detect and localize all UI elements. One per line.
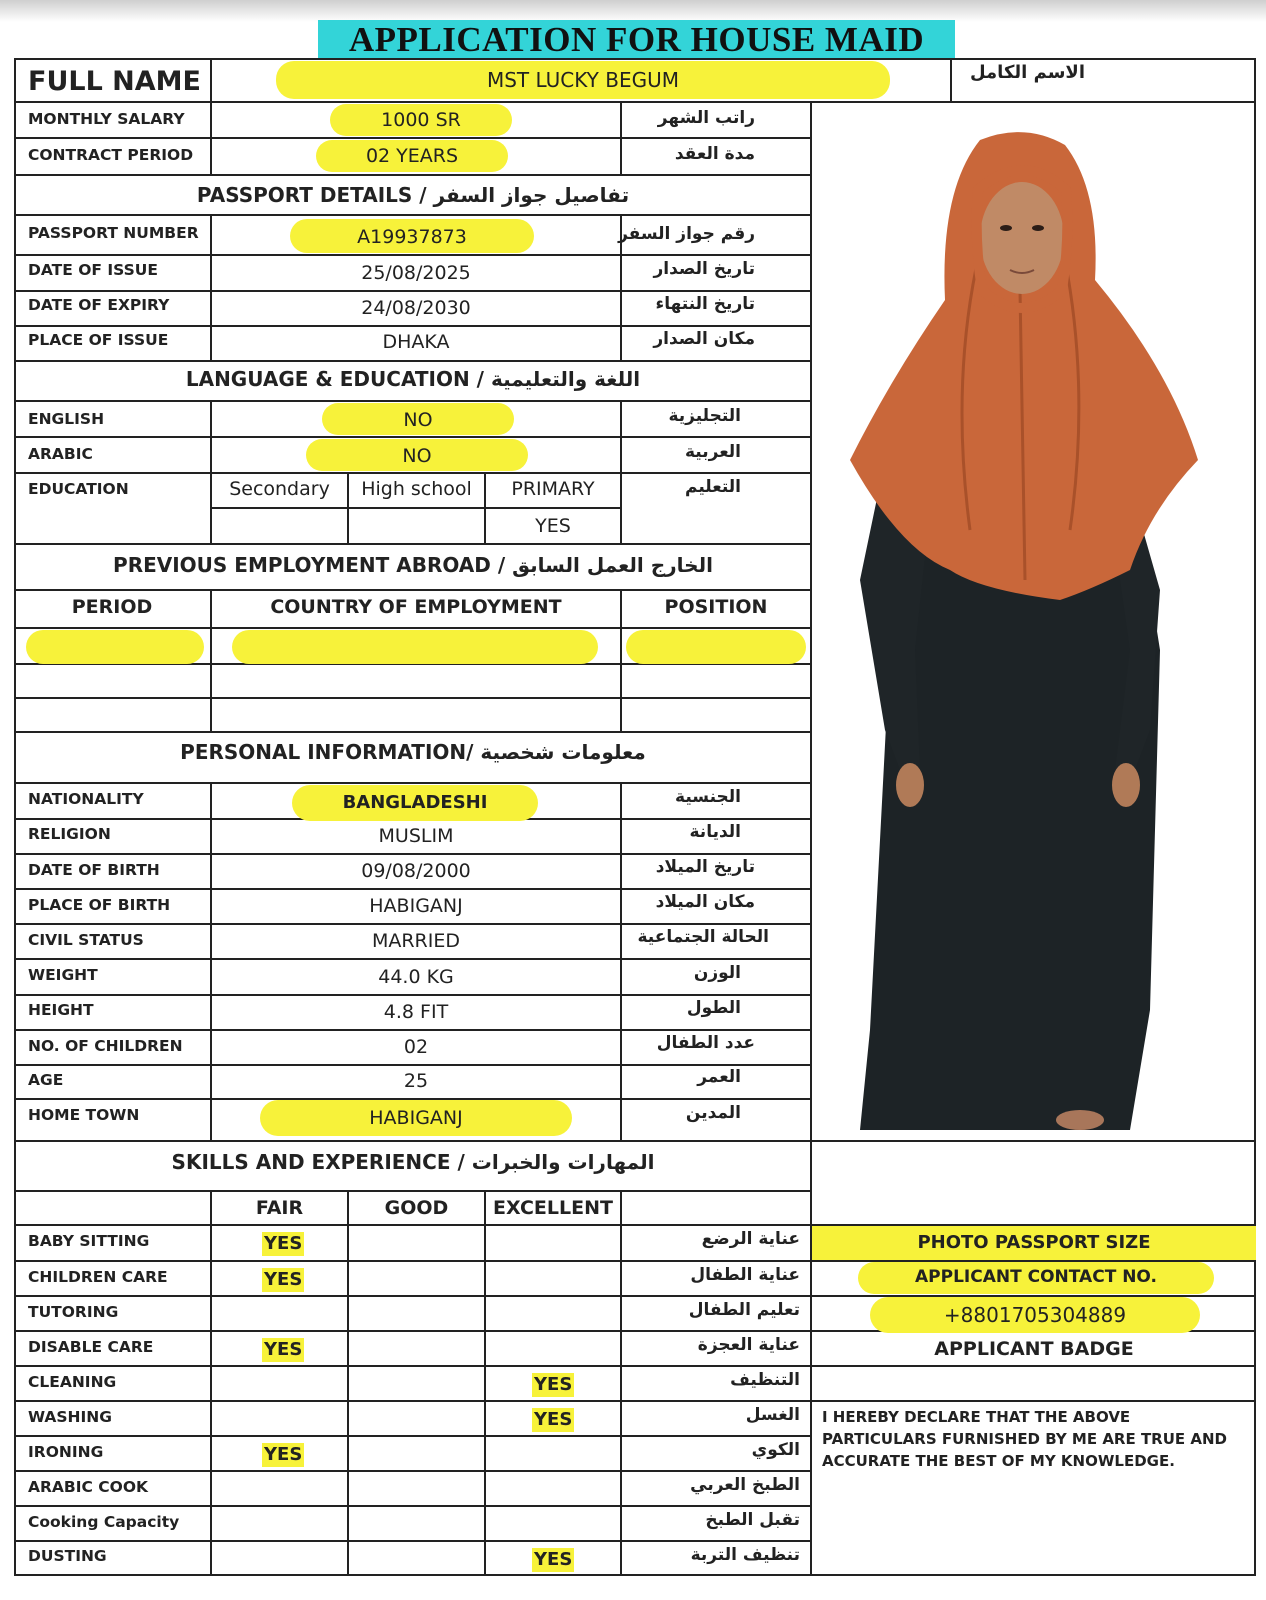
skill-arabic: عناية الرضع (701, 1229, 800, 1249)
skill-label: IRONING (28, 1443, 104, 1461)
age-label: AGE (28, 1071, 64, 1089)
country-highlight (232, 630, 598, 664)
table-rule (14, 1029, 812, 1031)
height-arabic: الطول (686, 998, 741, 1018)
age-arabic: العمر (697, 1067, 741, 1087)
monthly-salary-value: 1000 SR (381, 109, 461, 131)
table-rule (14, 1190, 812, 1192)
table-rule (14, 1064, 812, 1066)
children-value: 02 (403, 1036, 429, 1058)
skill-label: DISABLE CARE (28, 1338, 154, 1356)
table-rule (14, 1435, 812, 1437)
applicant-photo (830, 130, 1230, 1135)
home-town-value: HABIGANJ (369, 1107, 463, 1129)
table-rule (14, 994, 812, 996)
english-value: NO (403, 409, 433, 431)
date-of-expiry-arabic: تاريخ النتهاء (655, 294, 755, 314)
table-rule (14, 325, 812, 327)
table-rule (14, 1505, 812, 1507)
place-of-issue-label: PLACE OF ISSUE (28, 331, 169, 349)
weight-value: 44.0 KG (378, 966, 454, 988)
contract-period-label: CONTRACT PERIOD (28, 146, 194, 164)
height-value: 4.8 FIT (383, 1001, 449, 1023)
monthly-salary-arabic: راتب الشهر (657, 108, 755, 128)
passport-number-value: A19937873 (357, 226, 467, 248)
employment-period-header: PERIOD (71, 596, 153, 618)
skill-label: ARABIC COOK (28, 1478, 149, 1496)
skill-arabic: تقبل الطبخ (705, 1510, 800, 1530)
date-of-issue-arabic: تاريخ الصدار (653, 259, 755, 279)
skill-excellent-value: YES (534, 1374, 573, 1395)
table-rule (14, 101, 1256, 103)
nationality-arabic: الجنسية (675, 787, 741, 807)
contract-period-value: 02 YEARS (365, 145, 459, 167)
religion-value: MUSLIM (378, 825, 454, 847)
place-of-birth-arabic: مكان الميلاد (655, 892, 755, 912)
employment-position-header: POSITION (664, 596, 768, 618)
date-of-issue-label: DATE OF ISSUE (28, 261, 158, 279)
table-rule (14, 731, 812, 733)
weight-arabic: الوزن (693, 963, 741, 983)
table-rule (14, 697, 812, 699)
table-rule (14, 1140, 1256, 1142)
skill-arabic: عناية الطفال (690, 1265, 800, 1285)
skill-fair-value: YES (264, 1233, 303, 1254)
full-name-arabic: الاسم الكامل (969, 62, 1085, 83)
table-rule (14, 543, 812, 545)
date-of-expiry-value: 24/08/2030 (361, 297, 471, 319)
skill-label: Cooking Capacity (28, 1513, 180, 1531)
table-rule (620, 782, 622, 1140)
skill-label: CHILDREN CARE (28, 1268, 168, 1286)
monthly-salary-label: MONTHLY SALARY (28, 110, 185, 128)
english-label: ENGLISH (28, 410, 105, 428)
home-town-label: HOME TOWN (28, 1106, 140, 1124)
skill-label: CLEANING (28, 1373, 117, 1391)
table-rule (210, 1190, 212, 1576)
contact-number: +8801705304889 (943, 1303, 1127, 1327)
children-arabic: عدد الطفال (656, 1033, 755, 1053)
skill-arabic: تنظيف التربة (690, 1545, 800, 1565)
place-of-issue-arabic: مكان الصدار (653, 329, 755, 349)
nationality-value: BANGLADESHI (342, 792, 488, 813)
table-rule (14, 1365, 1256, 1367)
skills-heading: SKILLS AND EXPERIENCE / المهارات والخبرات (171, 1150, 655, 1174)
weight-label: WEIGHT (28, 966, 98, 984)
education-arabic: التعليم (685, 477, 741, 497)
place-of-issue-value: DHAKA (382, 331, 450, 353)
table-rule (347, 1190, 349, 1576)
contact-label: APPLICANT CONTACT NO. (915, 1267, 1157, 1287)
skill-fair-value: YES (264, 1339, 303, 1360)
date-of-birth-value: 09/08/2000 (361, 860, 471, 882)
form-title: APPLICATION FOR HOUSE MAID (318, 20, 955, 58)
education-high-school: High school (361, 478, 472, 500)
religion-arabic: الديانة (689, 822, 741, 842)
skill-arabic: عناية العجزة (697, 1335, 800, 1355)
education-secondary: Secondary (229, 478, 330, 500)
place-of-birth-value: HABIGANJ (369, 895, 463, 917)
scan-shadow (0, 0, 1266, 22)
applicant-badge: APPLICANT BADGE (934, 1338, 1134, 1360)
table-rule (14, 436, 812, 438)
table-rule (14, 589, 812, 591)
employment-country-header: COUNTRY OF EMPLOYMENT (270, 596, 562, 618)
contract-period-arabic: مدة العقد (674, 144, 755, 164)
table-rule (950, 58, 952, 102)
arabic-arabic: العربية (684, 442, 741, 462)
civil-status-value: MARRIED (371, 930, 461, 952)
skills-fair-header: FAIR (255, 1197, 304, 1219)
skills-good-header: GOOD (384, 1197, 449, 1219)
table-rule (210, 58, 212, 102)
personal-heading: PERSONAL INFORMATION/ معلومات شخصية (180, 740, 646, 764)
religion-label: RELIGION (28, 825, 111, 843)
skills-excellent-header: EXCELLENT (493, 1197, 613, 1219)
table-rule (14, 627, 812, 629)
skill-arabic: الكوي (751, 1440, 800, 1460)
skill-fair-value: YES (264, 1444, 303, 1465)
english-arabic: التجليزية (668, 406, 741, 426)
language-heading: LANGUAGE & EDUCATION / اللغة والتعليمية (185, 367, 641, 391)
date-of-expiry-label: DATE OF EXPIRY (28, 296, 170, 314)
arabic-label: ARABIC (28, 445, 93, 463)
date-of-birth-label: DATE OF BIRTH (28, 861, 160, 879)
skill-label: TUTORING (28, 1303, 119, 1321)
table-rule (14, 782, 812, 784)
passport-number-arabic: رقم جواز السفر (618, 224, 755, 244)
full-name-label: FULL NAME (28, 66, 201, 97)
table-rule (14, 472, 812, 474)
table-rule (14, 137, 812, 139)
skill-arabic: تعليم الطفال (688, 1300, 800, 1320)
table-rule (14, 400, 812, 402)
table-rule (14, 254, 812, 256)
skill-fair-value: YES (264, 1269, 303, 1290)
table-rule (14, 888, 812, 890)
photo-size-label: PHOTO PASSPORT SIZE (917, 1232, 1151, 1253)
table-rule (14, 174, 812, 176)
skill-arabic: التنظيف (730, 1370, 800, 1390)
table-rule (14, 214, 812, 216)
height-label: HEIGHT (28, 1001, 94, 1019)
passport-number-label: PASSPORT NUMBER (28, 224, 199, 242)
table-rule (14, 1470, 812, 1472)
education-primary-value: YES (535, 515, 571, 537)
skill-arabic: الطبخ العربي (690, 1475, 800, 1495)
employment-heading: PREVIOUS EMPLOYMENT ABROAD / الخارج العمل السابق (113, 553, 713, 577)
skill-excellent-value: YES (534, 1549, 573, 1570)
nationality-label: NATIONALITY (28, 790, 144, 808)
home-town-arabic: المدين (685, 1103, 741, 1123)
skill-label: WASHING (28, 1408, 112, 1426)
table-rule (484, 1190, 486, 1576)
skill-arabic: الغسل (745, 1405, 800, 1425)
skill-label: BABY SITTING (28, 1232, 150, 1250)
declaration-text: I HEREBY DECLARE THAT THE ABOVE PARTICULARS FURNISHED BY ME ARE TRUE AND ACCURATE THE BEST OF MY KNOWLEDGE. (822, 1408, 1227, 1470)
full-name-value: MST LUCKY BEGUM (486, 68, 679, 92)
table-rule (14, 360, 812, 362)
table-rule (14, 923, 812, 925)
skill-label: DUSTING (28, 1547, 107, 1565)
date-of-issue-value: 25/08/2025 (361, 262, 471, 284)
children-label: NO. OF CHILDREN (28, 1037, 183, 1055)
position-highlight (626, 630, 806, 664)
table-rule (210, 507, 621, 509)
date-of-birth-arabic: تاريخ الميلاد (655, 857, 755, 877)
age-value: 25 (403, 1070, 429, 1092)
skill-excellent-value: YES (534, 1409, 573, 1430)
table-rule (14, 853, 812, 855)
table-rule (14, 1400, 1256, 1402)
arabic-value: NO (402, 445, 432, 467)
table-rule (14, 958, 812, 960)
civil-status-label: CIVIL STATUS (28, 931, 144, 949)
education-label: EDUCATION (28, 480, 129, 498)
education-primary: PRIMARY (511, 478, 595, 500)
table-rule (14, 1540, 812, 1542)
table-rule (14, 290, 812, 292)
place-of-birth-label: PLACE OF BIRTH (28, 896, 171, 914)
passport-heading: PASSPORT DETAILS / تفاصيل جواز السفر (196, 183, 630, 207)
period-highlight (26, 630, 204, 664)
civil-status-arabic: الحالة الجتماعية (637, 927, 769, 947)
